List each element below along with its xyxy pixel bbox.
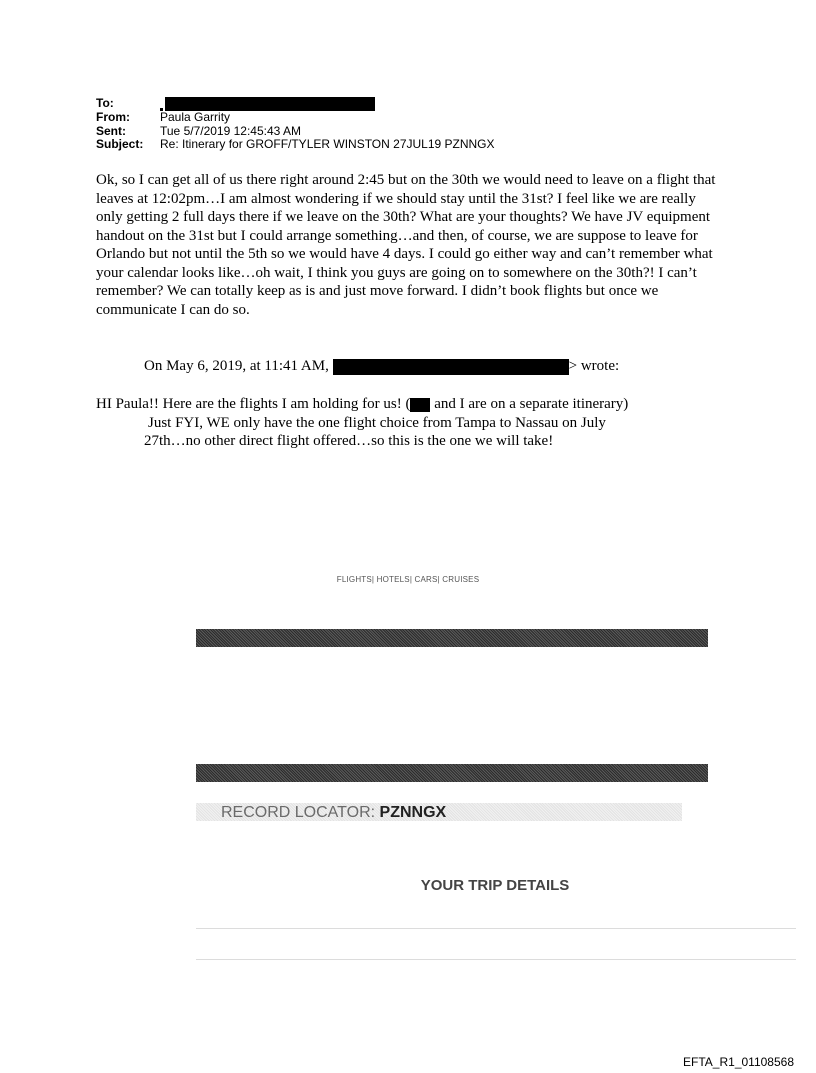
from-label: From: (96, 110, 130, 124)
header-banner-bar (196, 629, 708, 647)
quoted-text: and I are on a separate itinerary) (430, 396, 629, 412)
subject-value: Re: Itinerary for GROFF/TYLER WINSTON 27JUL19 PZNNGX (160, 137, 495, 151)
redaction-block (165, 97, 375, 111)
quoted-text: HI Paula!! Here are the flights I am holding for us! ( (96, 396, 411, 412)
trip-details-title: YOUR TRIP DETAILS (420, 877, 570, 894)
document-id: EFTA_R1_01108568 (683, 1055, 794, 1069)
quoted-message (96, 395, 736, 451)
itinerary-nav-links: FLIGHTS| HOTELS| CARS| CRUISES (336, 575, 480, 584)
footer-banner-bar (196, 764, 708, 782)
divider (196, 959, 796, 960)
wrote-suffix: > wrote: (568, 358, 620, 374)
sent-row (96, 125, 495, 139)
email-header (96, 97, 495, 152)
from-row (96, 111, 495, 125)
record-locator-value: PZNNGX (379, 804, 447, 821)
wrote-prefix: On May 6, 2019, at 11:41 AM, (144, 358, 329, 374)
quoted-line: 27th…no other direct flight offered…so this is the one we will take! (144, 433, 554, 449)
sent-label: Sent: (96, 123, 126, 138)
redaction-block (410, 398, 430, 412)
email-body-paragraph: Ok, so I can get all of us there right around 2:45 but on the 30th we would need to leave on a flight that leaves at 12:02pm…I am almost wondering if we should stay until the 31st? I feel like we are really only getting 2 full days there if we leave on the 30th? What are your thoughts? We have JV equipment handout on the 31st but I could arrange something…and then, of course, we are suppose to leave for Orlando but not until the 5th so we would have 4 days. I could go either way and can’t remember what your calendar looks like…oh wait, I think you guys are going on to somewhere on the 30th?! I can’t remember? We can totally keep as is and just move forward. I didn’t book flights but once we communicate I can do so. (96, 172, 716, 318)
to-label: To: (96, 96, 114, 110)
quoted-line (96, 395, 736, 414)
quoted-attribution (144, 357, 619, 376)
sent-value: Tue 5/7/2019 12:45:43 AM (160, 123, 301, 138)
subject-label: Subject: (96, 137, 144, 151)
subject-row (96, 138, 495, 152)
divider (196, 928, 796, 929)
to-row (96, 97, 495, 111)
record-locator-label: RECORD LOCATOR: (221, 804, 380, 821)
to-value (160, 97, 375, 111)
redaction-block (333, 359, 569, 375)
quoted-line: Just FYI, WE only have the one flight choice from Tampa to Nassau on July (148, 414, 606, 431)
record-locator (196, 803, 682, 821)
from-value: Paula Garrity (160, 110, 231, 124)
